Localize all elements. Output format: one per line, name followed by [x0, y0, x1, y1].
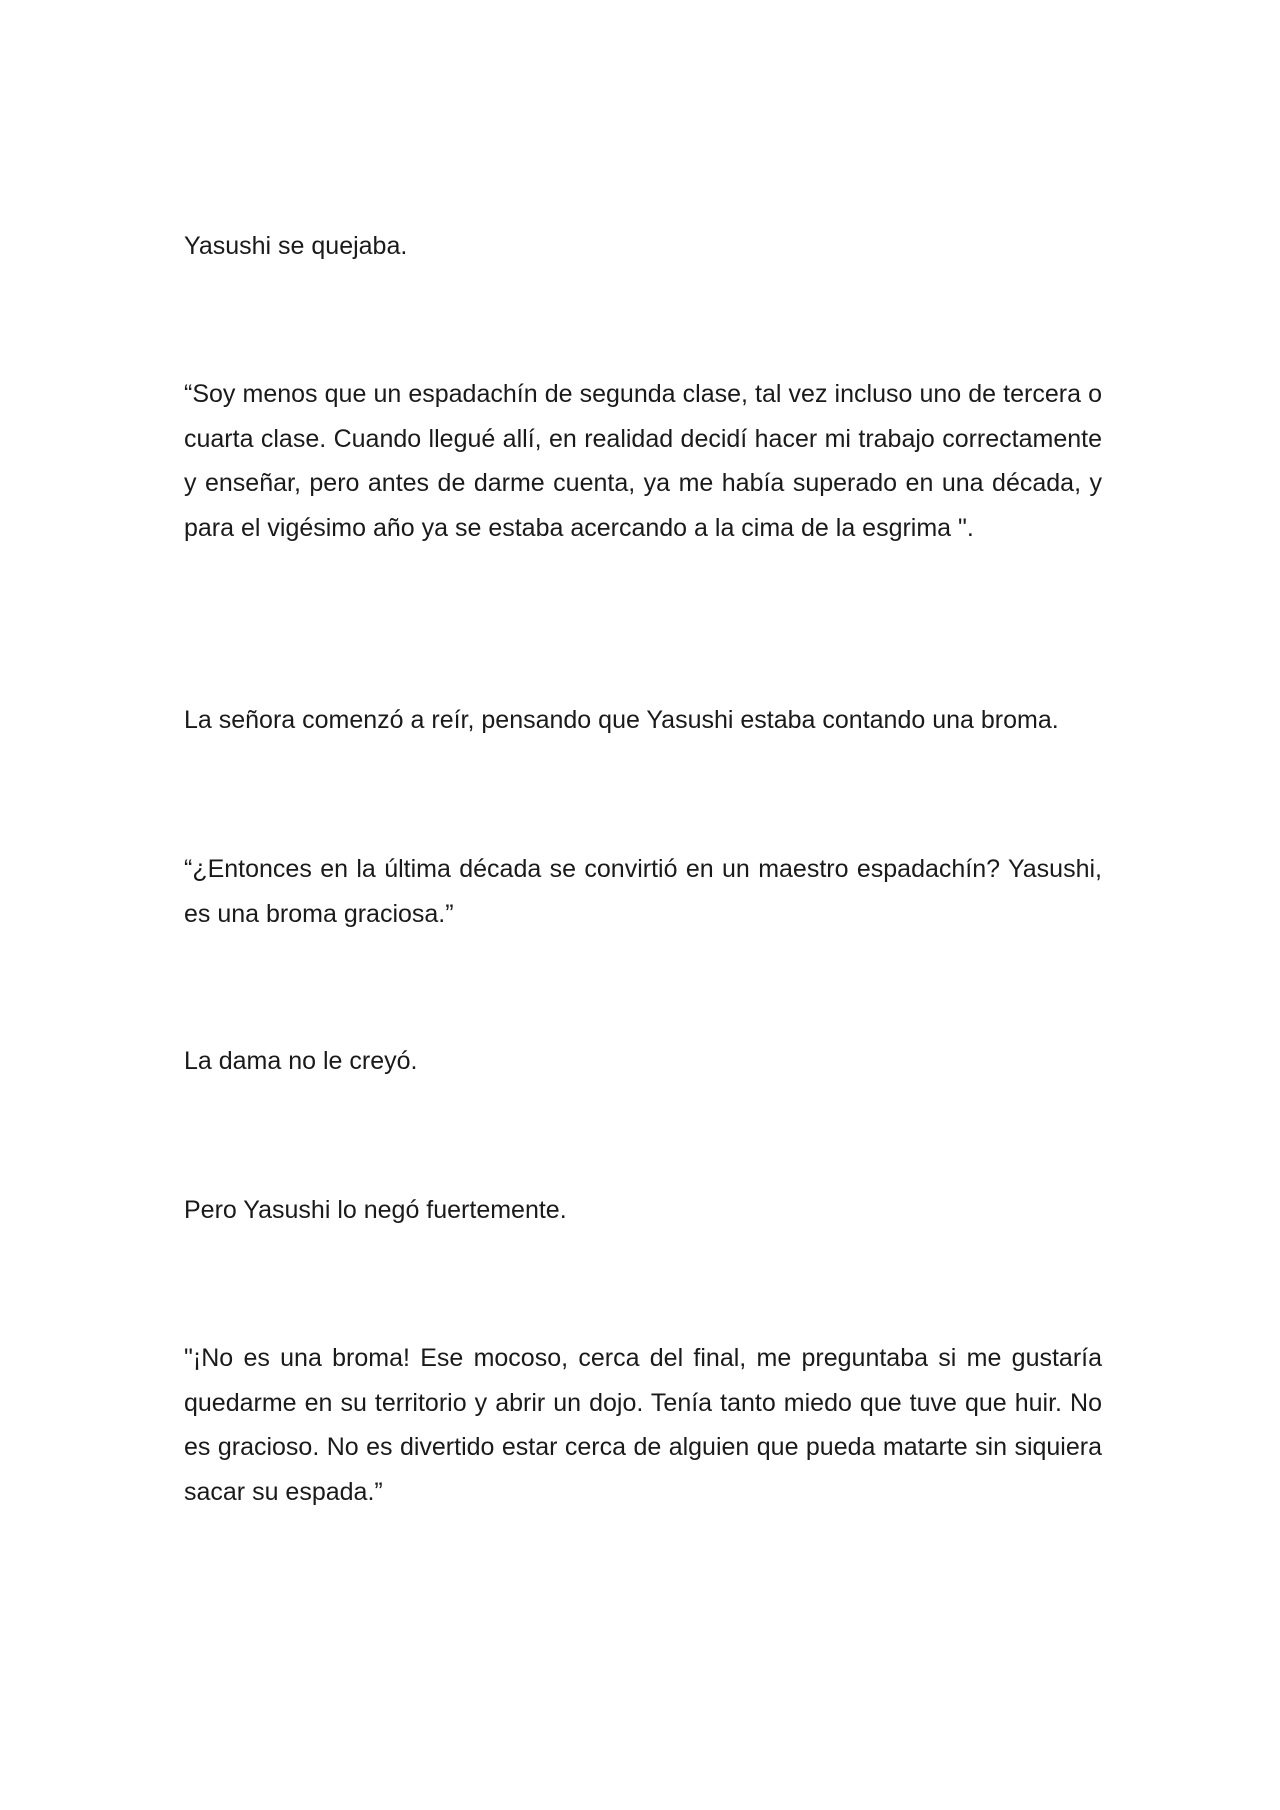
paragraph-7: "¡No es una broma! Ese mocoso, cerca del final, me preguntaba si me gustaría quedarme en su territorio y abrir un dojo. Tenía tanto miedo que tuve que huir. No es gracioso. No es divertido estar cerca de alguien que pueda matarte sin siquiera sacar su espada.” — [184, 1344, 1102, 1506]
paragraph-6: Pero Yasushi lo negó fuertemente. — [184, 1196, 567, 1224]
paragraph-1: Yasushi se quejaba. — [184, 232, 408, 260]
paragraph-3: La señora comenzó a reír, pensando que Yasushi estaba contando una broma. — [184, 706, 1059, 734]
paragraph-5: La dama no le creyó. — [184, 1047, 418, 1075]
paragraph-4: “¿Entonces en la última década se convirtió en un maestro espadachín? Yasushi, es una broma graciosa.” — [184, 855, 1102, 928]
paragraph-2: “Soy menos que un espadachín de segunda clase, tal vez incluso uno de tercera o cuarta clase. Cuando llegué allí, en realidad decidí hacer mi trabajo correctamente y enseñar, pero antes de darme cuenta, ya me había superado en una década, y para el vigésimo año ya se estaba acercando a la cima de la esgrima ". — [184, 380, 1102, 542]
